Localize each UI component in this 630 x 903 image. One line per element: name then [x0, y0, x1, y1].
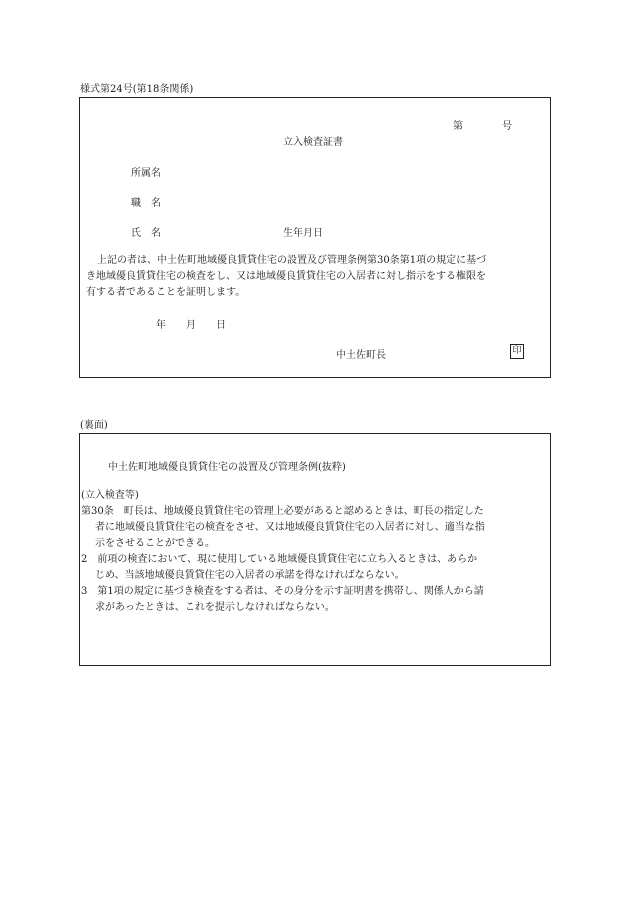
article-30-line: 第30条 町長は、地域優良賃貸住宅の管理上必要があると認めるときは、町長の指定した — [81, 506, 484, 517]
clause-3-line: 求があったときは、これを提示しなければならない。 — [95, 602, 335, 613]
ordinance-title: 中土佐町地域優良賃貸住宅の設置及び管理条例(抜粋) — [108, 462, 346, 473]
certificate-body-line: 有する者であることを証明します。 — [86, 287, 246, 298]
article-30-line: 示をさせることができる。 — [95, 538, 215, 549]
certificate-title: 立入検査証書 — [283, 137, 343, 148]
clause-2-line: じめ、当該地域優良賃貸住宅の入居者の承諾を得なければならない。 — [95, 570, 405, 581]
issue-date: 年 月 日 — [156, 320, 226, 331]
form-label: 様式第24号(第18条関係) — [80, 84, 194, 95]
number-dai: 第 — [453, 121, 463, 132]
seal-mark: 印 — [510, 344, 524, 359]
number-go: 号 — [502, 121, 512, 132]
section-caption: (立入検査等) — [81, 490, 139, 501]
name-label: 氏 名 — [131, 228, 161, 239]
position-label: 職 名 — [131, 198, 161, 209]
clause-2-line: 2 前項の検査において、現に使用している地域優良賃貸住宅に立ち入るときは、あらか — [81, 554, 478, 565]
birthdate-label: 生年月日 — [283, 228, 323, 239]
issuer-title: 中土佐町長 — [336, 350, 386, 361]
clause-3-line: 3 第1項の規定に基づき検査をする者は、その身分を示す証明書を携帯し、関係人から請 — [81, 586, 484, 597]
affiliation-label: 所属名 — [131, 168, 161, 179]
article-30-line: 者に地域優良賃貸住宅の検査をさせ、又は地域優良賃貸住宅の入居者に対し、適当な指 — [95, 522, 485, 533]
certificate-body-line: き地域優良賃貸住宅の検査をし、又は地域優良賃貸住宅の入居者に対し指示をする権限を — [86, 271, 486, 282]
back-side-label: (裏面) — [80, 420, 108, 431]
certificate-body-line: 上記の者は、中土佐町地域優良賃貸住宅の設置及び管理条例第30条第1項の規定に基づ — [97, 255, 487, 266]
